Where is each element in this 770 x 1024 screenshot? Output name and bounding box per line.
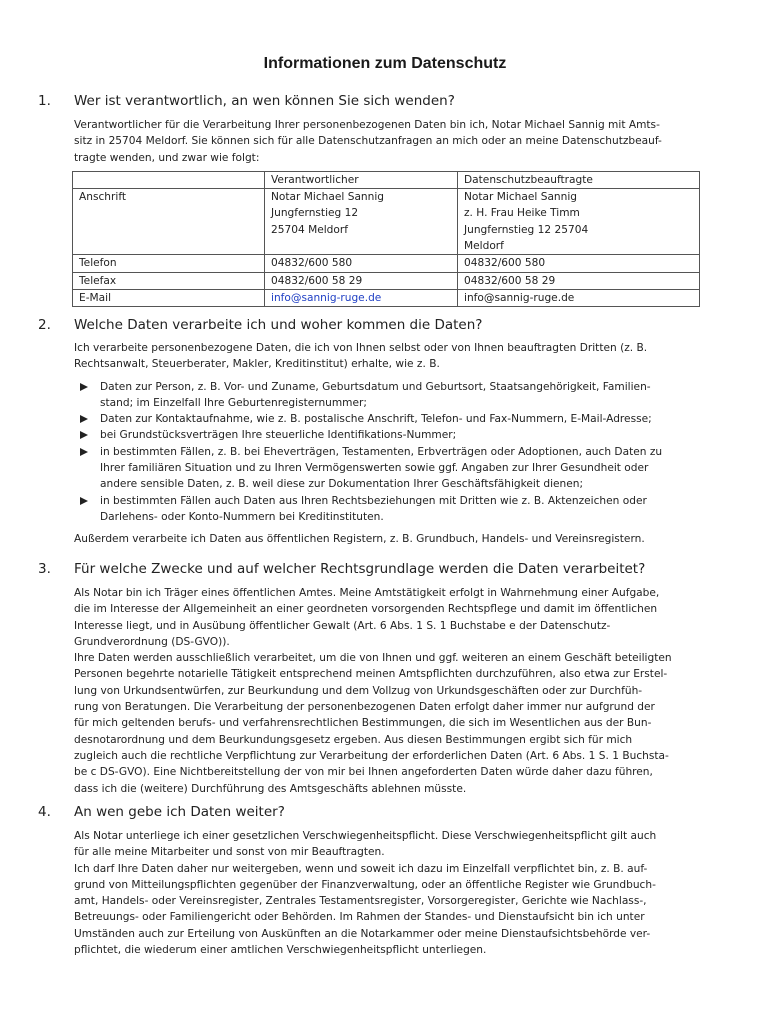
text-line: be c DS-GVO). Eine Nichtbereitstellung der von mir bei Ihnen angeforderten Daten würde daher dazu führen,: [74, 766, 653, 779]
triangle-bullet-icon: [80, 383, 88, 391]
address-line: Jungfernstieg 12 25704: [464, 223, 589, 236]
text-line: Außerdem verarbeite ich Daten aus öffentlichen Registern, z. B. Grundbuch, Handels- und Vereinsregistern.: [74, 533, 645, 546]
section-title: Für welche Zwecke und auf welcher Rechtsgrundlage werden die Daten verarbeitet?: [74, 561, 646, 577]
section-4-heading: [38, 803, 698, 821]
address-controller-cell: [265, 189, 458, 255]
list-item: [74, 427, 698, 443]
text-line: Verantwortlicher für die Verarbeitung Ihrer personenbezogenen Daten bin ich, Notar Michael Sannig mit Amts-: [74, 119, 660, 131]
table-header-row: [73, 171, 700, 188]
section-title: Wer ist verantwortlich, an wen können Sie sich wenden?: [74, 93, 455, 109]
section-2: [38, 316, 698, 548]
phone-dpo: 04832/600 580: [458, 255, 700, 272]
address-line: 25704 Meldorf: [271, 223, 348, 236]
text-line: Grundverordnung (DS-GVO)).: [74, 635, 230, 648]
text-line: sitz in 25704 Meldorf. Sie können sich für alle Datenschutzanfragen an mich oder an meine Datenschutzbeauf-: [74, 135, 662, 148]
bullet-list: [74, 379, 698, 526]
triangle-bullet-icon: [80, 415, 88, 423]
table-header-cell: Datenschutzbeauftragte: [458, 171, 700, 188]
text-line: stand; im Einzelfall Ihre Geburtenregisternummer;: [100, 396, 367, 409]
text-line: Rechtsanwalt, Steuerberater, Makler, Kreditinstitut) erhalte, wie z. B.: [74, 358, 440, 371]
triangle-bullet-icon: [80, 497, 88, 505]
list-item: [74, 411, 698, 427]
address-dpo-cell: [458, 189, 700, 255]
table-label-cell: Anschrift: [73, 189, 265, 255]
text-line: Personen begehrte notarielle Tätigkeit entsprechend meinen Amtspflichten durchzuführen, also etwa zur Erstel-: [74, 668, 668, 681]
address-line: Notar Michael Sannig: [464, 191, 578, 204]
text-line: die im Interesse der Allgemeinheit an einer geordneten vorsorgenden Rechtspflege und damit im öffentlichen: [74, 603, 658, 616]
section-number: 2.: [38, 317, 51, 333]
text-line: bei Grundstücksverträgen Ihre steuerliche Identifikations-Nummer;: [100, 429, 457, 442]
section-1-heading: [38, 92, 698, 110]
text-line: Als Notar bin ich Träger eines öffentlichen Amtes. Meine Amtstätigkeit erfolgt in Wahrnehmung einer Aufgabe,: [74, 587, 660, 599]
section-title: Welche Daten verarbeite ich und woher kommen die Daten?: [74, 317, 483, 333]
table-row: [73, 289, 700, 306]
text-line: pflichtet, die wiederum einer amtlichen Verschwiegenheitspflicht unterliegen.: [74, 944, 487, 957]
list-item: [74, 379, 698, 412]
table-label-cell: E-Mail: [73, 289, 265, 306]
section-1: [38, 92, 698, 307]
table-header-cell: Verantwortlicher: [265, 171, 458, 188]
page-title: Informationen zum Datenschutz: [263, 55, 507, 72]
phone-controller: 04832/600 580: [265, 255, 458, 272]
table-label-cell: Telefax: [73, 272, 265, 289]
text-line: für alle meine Mitarbeiter und sonst von mir Beauftragten.: [74, 846, 385, 859]
text-line: Daten zur Person, z. B. Vor- und Zuname, Geburtsdatum und Geburtsort, Staatsangehörigkeit, Familien-: [100, 380, 651, 393]
address-line: z. H. Frau Heike Timm: [464, 207, 580, 220]
list-item: [74, 444, 698, 493]
text-line: Ihre Daten werden ausschließlich verarbeitet, um die von Ihnen und ggf. weiteren an einem Geschäft beteiligten: [74, 652, 672, 665]
section-number: 4.: [38, 804, 51, 820]
text-line: Umständen auch zur Erteilung von Auskünften an die Notarkammer oder meine Dienstaufsichtsbehörde ver-: [74, 927, 651, 940]
text-line: Betreuungs- oder Familiengericht oder Behörden. Im Rahmen der Standes- und Dienstaufsicht bin ich unter: [74, 911, 645, 924]
text-line: zugleich auch die rechtliche Verpflichtung zur Verarbeitung der erforderlichen Daten (Art. 6 Abs. 1 S. 1 Buchsta-: [74, 749, 669, 762]
section-3-body: [74, 585, 698, 797]
email-dpo: info@sannig-ruge.de: [458, 289, 700, 306]
section-number: 1.: [38, 93, 51, 109]
contact-table: [72, 171, 700, 307]
section-4: [38, 803, 698, 958]
email-controller-cell: [265, 289, 458, 306]
email-link[interactable]: info@sannig-ruge.de: [271, 291, 382, 304]
text-line: Ich verarbeite personenbezogene Daten, die ich von Ihnen selbst oder von Ihnen beauftragten Dritten (z. B.: [74, 342, 648, 354]
table-header-cell: [73, 171, 265, 188]
text-line: dass ich die (weitere) Durchführung des Amtsgeschäfts ablehnen müsste.: [74, 782, 467, 795]
text-line: für mich geltenden berufs- und verfahrensrechtlichen Bestimmungen, die sich im Wesentlichen aus der Bun-: [74, 717, 652, 730]
section-1-intro: [74, 117, 698, 166]
address-line: Jungfernstieg 12: [271, 207, 359, 220]
section-title: An wen gebe ich Daten weiter?: [74, 804, 285, 820]
table-row: [73, 272, 700, 289]
text-line: Als Notar unterliege ich einer gesetzlichen Verschwiegenheitspflicht. Diese Verschwiegenheitspflicht gilt auch: [74, 830, 657, 842]
list-item: [74, 493, 698, 526]
address-line: Notar Michael Sannig: [271, 191, 385, 204]
text-line: Ihrer familiären Situation und zu Ihren Vermögenswerten sowie ggf. Angaben zur Ihrer Gesundheit oder: [100, 462, 649, 475]
table-row: [73, 189, 700, 255]
section-4-body: [74, 828, 698, 958]
text-line: andere sensible Daten, z. B. weil diese zur Dokumentation Ihrer Geschäftsfähigkeit dienen;: [100, 478, 584, 491]
section-number: 3.: [38, 561, 51, 577]
section-2-body: [74, 340, 698, 548]
table-row: [73, 255, 700, 272]
section-2-heading: [38, 316, 698, 334]
text-line: Daten zur Kontaktaufnahme, wie z. B. postalische Anschrift, Telefon- und Fax-Nummern, E-Mail-Adresse;: [100, 413, 652, 426]
text-line: Interesse liegt, und in Ausübung öffentlicher Gewalt (Art. 6 Abs. 1 S. 1 Buchstabe e der Datenschutz-: [74, 619, 611, 632]
section-3: [38, 560, 698, 797]
text-line: grund von Mitteilungspflichten gegenüber der Finanzverwaltung, oder an öffentliche Register wie Grundbuch-: [74, 878, 656, 891]
table-label-cell: Telefon: [73, 255, 265, 272]
text-line: tragte wenden, und zwar wie folgt:: [74, 151, 260, 164]
section-3-heading: [38, 560, 698, 578]
text-line: in bestimmten Fällen, z. B. bei Eheverträgen, Testamenten, Erbverträgen oder Adoptionen, auch Daten zu: [100, 445, 663, 458]
fax-controller: 04832/600 58 29: [265, 272, 458, 289]
text-line: amt, Handels- oder Vereinsregister, Zentrales Testamentsregister, Vorsorgeregister, Gerichte wie Nachlass-,: [74, 895, 647, 908]
triangle-bullet-icon: [80, 431, 88, 439]
text-line: Ich darf Ihre Daten daher nur weitergeben, wenn und soweit ich dazu im Einzelfall verpflichtet bin, z. B. auf-: [74, 862, 648, 875]
text-line: rung von Beratungen. Die Verarbeitung der personenbezogenen Daten erfolgt daher immer nur aufgrund der: [74, 701, 655, 714]
text-line: desnotarordnung und dem Beurkundungsgesetz ergeben. Aus diesen Bestimmungen ergibt sich für mich: [74, 733, 633, 746]
fax-dpo: 04832/600 58 29: [458, 272, 700, 289]
text-line: Darlehens- oder Konto-Nummern bei Kreditinstituten.: [100, 510, 384, 523]
address-line: Meldorf: [464, 240, 504, 253]
text-line: in bestimmten Fällen auch Daten aus Ihren Rechtsbeziehungen mit Dritten wie z. B. Aktenzeichen oder: [100, 494, 647, 507]
text-line: lung von Urkundsentwürfen, zur Beurkundung und dem Vollzug von Urkundsgeschäften oder zur Durchfüh-: [74, 684, 643, 697]
triangle-bullet-icon: [80, 448, 88, 456]
